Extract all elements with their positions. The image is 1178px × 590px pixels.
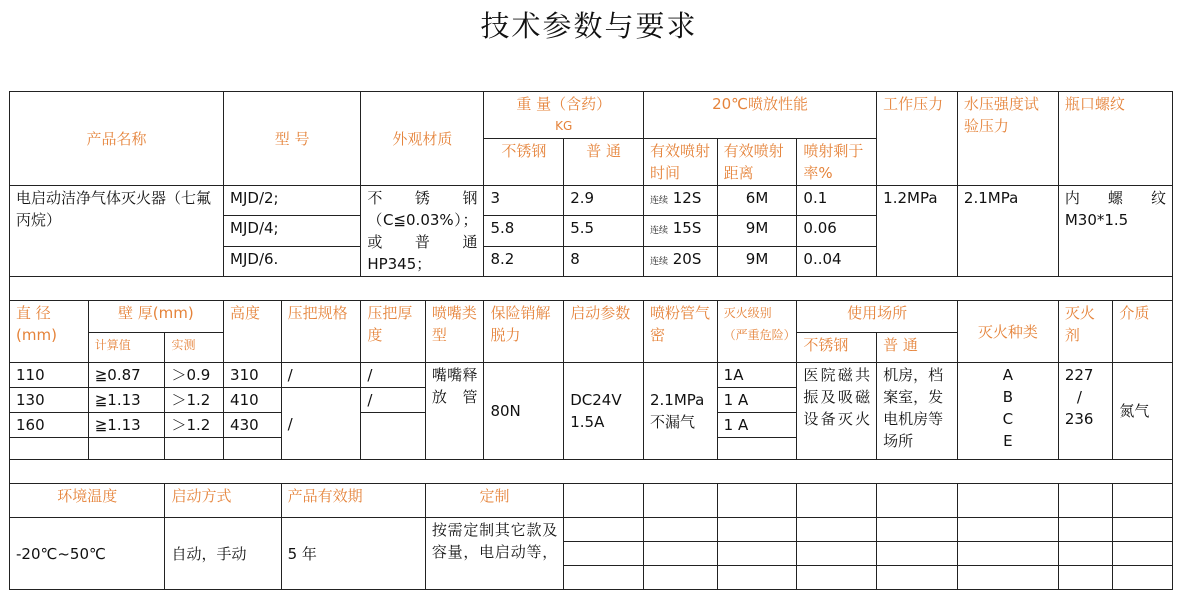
agent-value: 236: [1064, 410, 1094, 428]
custom-cell: 按需定制其它款及容量，电启动等，: [425, 518, 563, 590]
col-header-usage-stainless: 不锈钢: [797, 333, 877, 363]
col-header-validity: 产品有效期: [281, 484, 425, 518]
fire-type: A: [1002, 366, 1013, 384]
fire-type: C: [1002, 410, 1014, 428]
col-header-usage: 使用场所: [797, 301, 958, 333]
col-header-height: 高度: [224, 301, 282, 363]
wall-measured-cell: [165, 438, 224, 460]
handle-thickness-cell: /: [361, 388, 426, 413]
col-header-material: 外观材质: [361, 92, 484, 186]
col-header-calc: 计算值: [88, 333, 165, 363]
weight-stainless: 5.8: [484, 216, 564, 246]
weight-stainless: 3: [484, 186, 564, 216]
col-header-custom: 定制: [425, 484, 563, 518]
col-header-name: 产品名称: [10, 92, 224, 186]
fire-level-cell: 1A: [717, 363, 797, 388]
fire-level-cell: 1 A: [717, 388, 797, 413]
spray-time-cell: [643, 186, 717, 216]
handle-thickness-cell: /: [361, 363, 426, 388]
col-header-ordinary: 普 通: [564, 139, 644, 186]
temperature-cell: -20℃~50℃: [10, 518, 165, 590]
model-cell: MJD/2;: [224, 186, 361, 216]
col-header-spray-distance: 有效喷射距离: [717, 139, 797, 186]
weight-title: 重 量（含药）: [516, 95, 612, 113]
handle-spec-cell: /: [281, 388, 361, 460]
weight-stainless: 8.2: [484, 246, 564, 276]
wall-measured-cell: ＞1.2: [165, 388, 224, 413]
usage-ordinary-cell: 机房，档案室，发电机房等场所: [877, 363, 958, 460]
height-cell: 430: [224, 413, 282, 438]
col-header-model: 型 号: [224, 92, 361, 186]
wall-calc-cell: ≧1.13: [88, 388, 165, 413]
spray-distance-cell: 6M: [717, 186, 797, 216]
weight-unit: KG: [555, 119, 573, 133]
time-value: 12S: [672, 189, 702, 207]
seal-cell: 2.1MPa 不漏气: [643, 363, 717, 460]
col-header-measured: 实测: [165, 333, 224, 363]
residue-cell: 0..04: [797, 246, 877, 276]
col-header-pin-force: 保险销解脱力: [484, 301, 564, 363]
wall-measured-cell: ＞0.9: [165, 363, 224, 388]
product-name: 电启动洁净气体灭火器（七氟丙烷）: [10, 186, 224, 277]
fire-level-cell: 1 A: [717, 413, 797, 438]
col-header-usage-ordinary: 普 通: [877, 333, 958, 363]
col-header-performance: 20℃喷放性能: [643, 92, 876, 139]
start-mode-cell: 自动，手动: [165, 518, 281, 590]
fire-type: E: [1003, 432, 1013, 450]
model-cell: MJD/6.: [224, 246, 361, 276]
medium-cell: 氮气: [1113, 363, 1173, 460]
agent-separator: /: [1076, 388, 1082, 406]
usage-stainless-cell: 医院磁共振及吸磁设备灭火: [797, 363, 877, 460]
wall-calc-cell: ≧1.13: [88, 413, 165, 438]
time-prefix: 连续: [649, 256, 668, 267]
weight-ordinary: 5.5: [564, 216, 644, 246]
col-header-diameter: 直 径(mm): [10, 301, 89, 363]
col-header-agent: 灭火剂: [1058, 301, 1113, 363]
spray-distance-cell: 9M: [717, 216, 797, 246]
validity-cell: 5 年: [281, 518, 425, 590]
spacer-row: [10, 277, 1173, 301]
fire-type: B: [1002, 388, 1014, 406]
col-header-test-pressure: 水压强度试验压力: [957, 92, 1058, 186]
col-header-handle-spec: 压把规格: [281, 301, 361, 363]
col-header-temperature: 环境温度: [10, 484, 165, 518]
fire-types-cell: [957, 363, 1058, 460]
col-header-thread: 瓶口螺纹: [1058, 92, 1172, 186]
height-cell: 310: [224, 363, 282, 388]
agent-cell: [1058, 363, 1113, 460]
col-header-wall: 壁 厚(mm): [88, 301, 223, 333]
residue-cell: 0.1: [797, 186, 877, 216]
spray-time-cell: [643, 216, 717, 246]
col-header-spray-time: 有效喷射时间: [643, 139, 717, 186]
spray-distance-cell: 9M: [717, 246, 797, 276]
time-prefix: 连续: [649, 196, 668, 206]
height-cell: 410: [224, 388, 282, 413]
weight-ordinary: 8: [564, 246, 644, 276]
time-value: 20S: [672, 249, 702, 268]
wall-measured-cell: ＞1.2: [165, 413, 224, 438]
spacer-row: [10, 460, 1173, 484]
diameter-cell: 110: [10, 363, 89, 388]
wall-calc-cell: [88, 438, 165, 460]
col-header-fire-types: 灭火种类: [957, 301, 1058, 363]
nozzle-type-cell: 嘴嘴释放管: [425, 363, 484, 460]
model-cell: MJD/4;: [224, 216, 361, 246]
spray-time-cell: [643, 246, 717, 276]
col-header-start-mode: 启动方式: [165, 484, 281, 518]
col-header-start-param: 启动参数: [564, 301, 644, 363]
thread-cell: 内螺纹 M30*1.5: [1058, 186, 1172, 277]
start-param-cell: DC24V 1.5A: [564, 363, 644, 460]
col-header-nozzle-type: 喷嘴类型: [425, 301, 484, 363]
col-header-residue: 喷射剩于率%: [797, 139, 877, 186]
diameter-cell: 130: [10, 388, 89, 413]
fire-level-cell: [717, 438, 797, 460]
col-header-weight: [484, 92, 644, 139]
handle-spec-cell: /: [281, 363, 361, 388]
page-title: 技术参数与要求: [480, 9, 698, 43]
handle-thickness-cell: [361, 413, 426, 460]
work-pressure-cell: 1.2MPa: [877, 186, 958, 277]
test-pressure-cell: 2.1MPa: [957, 186, 1058, 277]
height-cell: [224, 438, 282, 460]
time-prefix: 连续: [649, 226, 668, 237]
col-header-seal: 喷粉管气密: [643, 301, 717, 363]
material-cell: 不锈钢（C≦0.03%）；或普通 HP345；: [361, 186, 484, 277]
wall-calc-cell: ≧0.87: [88, 363, 165, 388]
residue-cell: 0.06: [797, 216, 877, 246]
diameter-cell: [10, 438, 89, 460]
col-header-handle-thickness: 压把厚度: [361, 301, 426, 363]
col-header-medium: 介质: [1113, 301, 1173, 363]
spec-table: [9, 91, 1173, 590]
time-value: 15S: [672, 219, 702, 238]
col-header-stainless: 不锈钢: [484, 139, 564, 186]
pin-force-cell: 80N: [484, 363, 564, 460]
diameter-cell: 160: [10, 413, 89, 438]
weight-ordinary: 2.9: [564, 186, 644, 216]
col-header-fire-level: 灭火级别（严重危险）: [717, 301, 797, 363]
agent-value: 227: [1064, 366, 1094, 384]
col-header-work-pressure: 工作压力: [877, 92, 958, 186]
